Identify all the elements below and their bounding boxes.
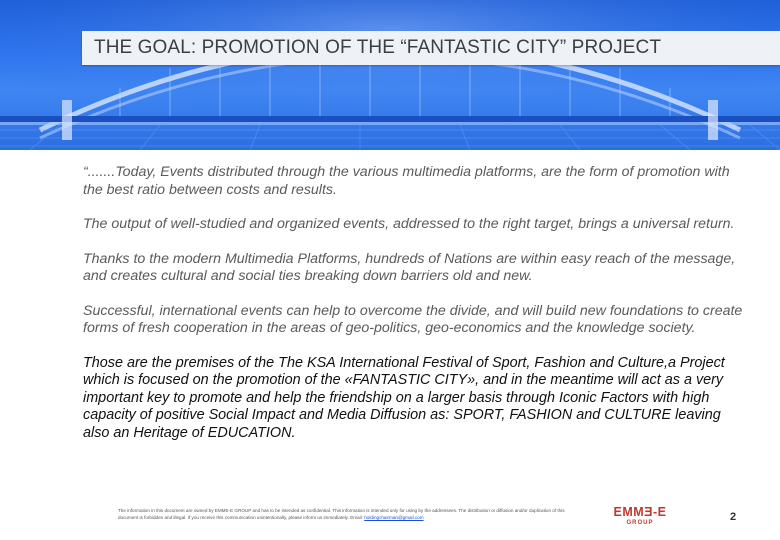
company-logo [612, 506, 668, 527]
paragraph-4: Successful, international events can help to overcome the divide, and will build new foundations to create forms of fresh cooperation in the areas of geo-politics, geo-economics and the knowledge society. [83, 302, 743, 336]
paragraph-2: The output of well-studied and organized events, addressed to the right target, brings a universal return. [83, 216, 735, 232]
paragraph-1: “.......Today, Events distributed through the various multimedia platforms, are the form of promotion with the best ratio between costs and results. [83, 164, 730, 198]
logo-wordmark: EMMƎ-E [613, 505, 667, 519]
confidentiality-note [118, 508, 578, 521]
slide-title: THE GOAL: PROMOTION OF THE “FANTASTIC CITY” PROJECT [94, 37, 662, 58]
emphasis-paragraph: Those are the premises of the The KSA International Festival of Sport, Fashion and Culture,a Project which is focused on the promotion of the «FANTASTIC CITY», and in the meantime will act as a very important key to promote and help the friendship on a larger basis through Iconic Factors with high capacity of positive Social Impact and Media Diffusion as: SPORT, FASHION and CULTURE leaving also an Heritage of EDUCATION. [83, 354, 725, 441]
slide-body [83, 164, 748, 459]
title-bar [82, 31, 780, 65]
logo-subtext: GROUP [626, 520, 654, 526]
disclaimer-text: The information in this document are owned by EMME-E GROUP and has to be intended as confidential. This information is intended only for using by the addressees. The distribution or diffusion and/or duplication of this document is forbidden and illegal. If you receive this communication unintentionally, please inform us immediately. Email: [118, 508, 565, 520]
bridge-illustration [0, 0, 780, 150]
page-number: 2 [730, 511, 737, 523]
paragraph-3: Thanks to the modern Multimedia Platforms, hundreds of Nations are within easy reach of the message, and creates cultural and social ties breaking down barriers old and new. [83, 250, 736, 284]
header-banner [0, 0, 780, 150]
contact-email-link[interactable]: holdingchairman@gmail.com [364, 514, 424, 520]
